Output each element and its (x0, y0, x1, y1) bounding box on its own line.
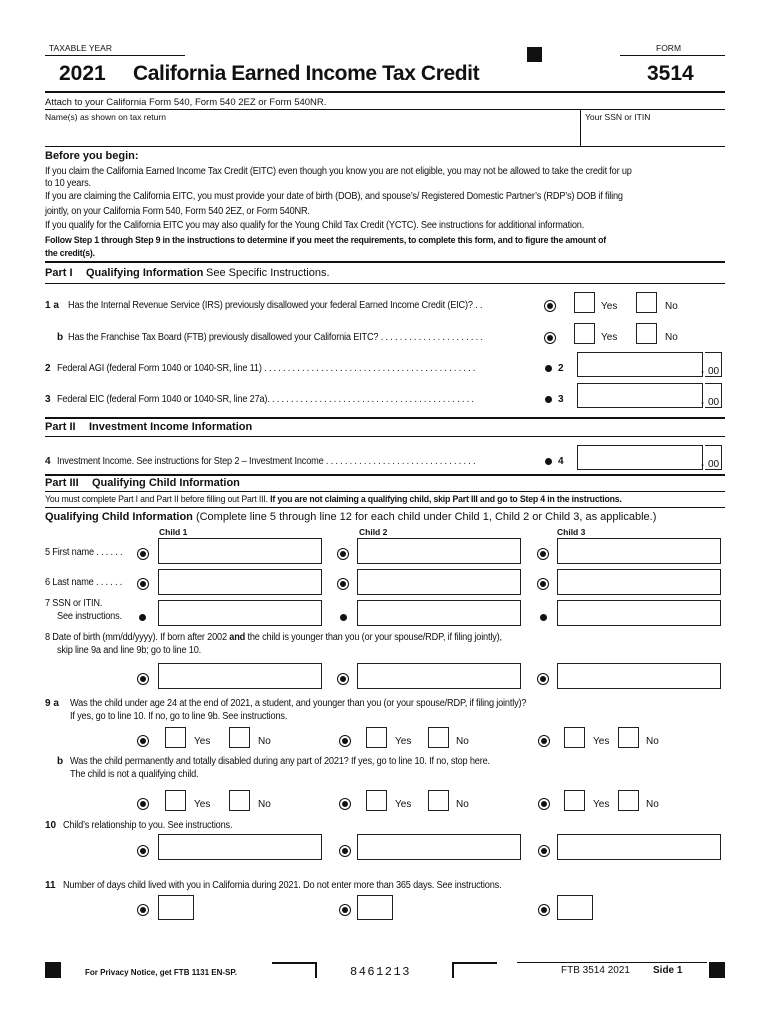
child1-9a-no-checkbox[interactable] (229, 727, 250, 748)
child1-ssn-input[interactable] (158, 600, 322, 626)
child2-9a-no-checkbox[interactable] (428, 727, 449, 748)
child2-last-name-input[interactable] (357, 569, 521, 595)
required-field-icon (538, 904, 550, 916)
child1-9b-yes-checkbox[interactable] (165, 790, 186, 811)
line4-text: Investment Income. See instructions for Step 2 – Investment Income . . . . . . . . . . . . . . . . . . . . . . . . . . . . . . . . (57, 456, 476, 467)
part3-note: You must complete Part I and Part II before filling out Part III. If you are not claiming a qualifying child, skip Part III and go to Step 4 in the instructions. (45, 494, 622, 505)
part2-label: Part II (45, 421, 76, 433)
attach-instruction: Attach to your California Form 540, Form 540 2EZ or Form 540NR. (45, 97, 327, 108)
page-side: Side 1 (653, 965, 683, 976)
form-number: 3514 (647, 62, 694, 85)
required-field-icon (137, 845, 149, 857)
before-line4: jointly, on your California Form 540, Form 540 2EZ, or Form 540NR. (45, 206, 310, 217)
child3-9a-yes-checkbox[interactable] (564, 727, 585, 748)
line1a-no-checkbox[interactable] (636, 292, 657, 313)
line1a-no-label: No (665, 301, 678, 312)
child2-dob-input[interactable] (357, 663, 521, 689)
line10-number: 10 (45, 820, 57, 831)
required-field-icon (339, 845, 351, 857)
line2-ref: 2 (558, 363, 564, 374)
required-field-icon (538, 798, 550, 810)
child3-dob-input[interactable] (557, 663, 721, 689)
part2-title: Investment Income Information (89, 421, 253, 433)
line11-number: 11 (45, 880, 56, 891)
child2-9b-yes-checkbox[interactable] (366, 790, 387, 811)
child2-9a-no-label: No (456, 736, 469, 747)
required-field-icon (544, 332, 556, 344)
line2-number: 2 (45, 363, 51, 374)
required-field-icon (538, 845, 550, 857)
child2-9b-yes-label: Yes (395, 799, 412, 810)
before-heading: Before you begin: (45, 150, 139, 162)
before-line6: Follow Step 1 through Step 9 in the instructions to determine if you meet the requirements, to complete this form, and to figure the amount of (45, 235, 606, 246)
child1-9b-no-label: No (258, 799, 271, 810)
child1-9a-yes-checkbox[interactable] (165, 727, 186, 748)
form-reference: FTB 3514 2021 (561, 965, 630, 976)
child3-relationship-input[interactable] (557, 834, 721, 860)
child3-first-name-input[interactable] (557, 538, 721, 564)
taxable-year-label: TAXABLE YEAR (49, 43, 112, 53)
line7-sublabel: See instructions. (57, 611, 122, 622)
privacy-notice: For Privacy Notice, get FTB 1131 EN-SP. (85, 968, 237, 977)
registration-mark (45, 962, 61, 978)
decimal-point: . (701, 457, 705, 469)
child2-ssn-input[interactable] (357, 600, 521, 626)
line3-text: Federal EIC (federal Form 1040 or 1040-SR, line 27a). . . . . . . . . . . . . . . . . . . . . . . . . . . . . . . . . . . . . . . . . . . . (57, 394, 474, 405)
line9b-number: b (57, 756, 64, 767)
line4-cents: 00 (708, 459, 720, 470)
bullet-icon (139, 614, 146, 621)
child3-last-name-input[interactable] (557, 569, 721, 595)
line1a-number: 1 a (45, 300, 59, 311)
required-field-icon (137, 904, 149, 916)
child2-9b-no-checkbox[interactable] (428, 790, 449, 811)
line9b-text: Was the child permanently and totally disabled during any part of 2021? If yes, go to line 10. If no, stop here. (70, 756, 490, 767)
line1a-text: Has the Internal Revenue Service (IRS) previously disallowed your federal Earned Income Credit (EIC)? . . (68, 300, 483, 311)
form-code: 8461213 (350, 965, 411, 979)
qualifying-child-heading: Qualifying Child Information (Complete line 5 through line 12 for each child under Child 1, Child 2 or Child 3, as applicable.) (45, 511, 657, 523)
required-field-icon (337, 548, 349, 560)
bullet-icon (545, 365, 552, 372)
line11-text: Number of days child lived with you in California during 2021. Do not enter more than 365 days. See instructions. (63, 880, 502, 891)
part1-label: Part I (45, 267, 73, 279)
line1a-yes-checkbox[interactable] (574, 292, 595, 313)
line1b-no-checkbox[interactable] (636, 323, 657, 344)
required-field-icon (337, 673, 349, 685)
child1-9a-yes-label: Yes (194, 736, 211, 747)
tax-year: 2021 (59, 62, 106, 85)
line4-number: 4 (45, 456, 51, 467)
before-line3: If you are claiming the California EITC, you must provide your date of birth (DOB), and spouse’s/ Registered Domestic Partner’s (RDP’s) DOB if filing (45, 191, 623, 202)
before-line5: If you qualify for the California EITC you may also qualify for the Young Child Tax Credit (YCTC). See instructions for additional information. (45, 220, 585, 231)
line1b-no-label: No (665, 332, 678, 343)
required-field-icon (137, 673, 149, 685)
line9b-text-2: The child is not a qualifying child. (70, 769, 199, 780)
line1b-yes-label: Yes (601, 332, 618, 343)
child1-9b-no-checkbox[interactable] (229, 790, 250, 811)
child3-9b-no-label: No (646, 799, 659, 810)
line2-text: Federal AGI (federal Form 1040 or 1040-SR, line 11) . . . . . . . . . . . . . . . . . . . . . . . . . . . . . . . . . . . . . . . . . . . . . (57, 363, 476, 374)
part1-title: Qualifying Information (86, 267, 204, 279)
line2-amount-input[interactable] (577, 352, 703, 377)
child2-days-input[interactable] (357, 895, 393, 920)
child3-9a-no-checkbox[interactable] (618, 727, 639, 748)
form-title: California Earned Income Tax Credit (133, 62, 480, 85)
required-field-icon (137, 735, 149, 747)
line3-number: 3 (45, 394, 51, 405)
part1-note: See Specific Instructions. (206, 267, 330, 279)
line8-text: 8 Date of birth (mm/dd/yyyy). If born after 2002 and the child is younger than you (or your spouse/RDP, if filing jointly), (45, 632, 502, 643)
line4-amount-input[interactable] (577, 445, 703, 470)
bullet-icon (540, 614, 547, 621)
child2-9a-yes-checkbox[interactable] (366, 727, 387, 748)
child3-days-input[interactable] (557, 895, 593, 920)
line5-label: 5 First name . . . . . . (45, 547, 123, 558)
child1-9b-yes-label: Yes (194, 799, 211, 810)
name-input[interactable] (45, 122, 578, 144)
line1b-yes-checkbox[interactable] (574, 323, 595, 344)
line1b-number: b (57, 332, 64, 343)
child1-relationship-input[interactable] (158, 834, 322, 860)
line9a-text-2: If yes, go to line 10. If no, go to line 9b. See instructions. (70, 711, 288, 722)
child1-last-name-input[interactable] (158, 569, 322, 595)
child1-days-input[interactable] (158, 895, 194, 920)
required-field-icon (538, 735, 550, 747)
before-line7: the credit(s). (45, 248, 95, 259)
child3-9b-yes-checkbox[interactable] (564, 790, 585, 811)
line10-text: Child’s relationship to you. See instructions. (63, 820, 233, 831)
required-field-icon (537, 673, 549, 685)
child3-9a-yes-label: Yes (593, 736, 610, 747)
child3-ssn-input[interactable] (557, 600, 721, 626)
ssn-label: Your SSN or ITIN (585, 112, 651, 122)
required-field-icon (339, 904, 351, 916)
required-field-icon (337, 578, 349, 590)
child2-relationship-input[interactable] (357, 834, 521, 860)
bullet-icon (340, 614, 347, 621)
child2-9a-yes-label: Yes (395, 736, 412, 747)
child2-9b-no-label: No (456, 799, 469, 810)
child3-9b-no-checkbox[interactable] (618, 790, 639, 811)
required-field-icon (544, 300, 556, 312)
bullet-icon (545, 396, 552, 403)
names-label: Name(s) as shown on tax return (45, 112, 166, 122)
required-field-icon (537, 578, 549, 590)
decimal-point: . (701, 364, 705, 376)
before-line1: If you claim the California Earned Income Tax Credit (EITC) even though you know you are not eligible, you may not be allowed to take the credit for up (45, 166, 632, 177)
line9a-text: Was the child under age 24 at the end of 2021, a student, and younger than you (or your spouse/RDP, if filing jointly)? (70, 698, 527, 709)
required-field-icon (137, 548, 149, 560)
child1-dob-input[interactable] (158, 663, 322, 689)
registration-mark (709, 962, 725, 978)
line8-text-2: skip line 9a and line 9b; go to line 10. (57, 645, 202, 656)
line4-ref: 4 (558, 456, 564, 467)
child1-header: Child 1 (159, 527, 188, 537)
child1-9a-no-label: No (258, 736, 271, 747)
line1b-text: Has the Franchise Tax Board (FTB) previously disallowed your California EITC? . . . . . . . . . . . . . . . . . . . . . . (68, 332, 483, 343)
child3-9b-yes-label: Yes (593, 799, 610, 810)
bullet-icon (545, 458, 552, 465)
before-line2: to 10 years. (45, 178, 91, 189)
child3-9a-no-label: No (646, 736, 659, 747)
line2-cents: 00 (708, 366, 720, 377)
child2-header: Child 2 (359, 527, 388, 537)
part3-title: Qualifying Child Information (92, 477, 240, 489)
required-field-icon (137, 578, 149, 590)
required-field-icon (339, 735, 351, 747)
required-field-icon (137, 798, 149, 810)
child1-first-name-input[interactable] (158, 538, 322, 564)
part3-label: Part III (45, 477, 79, 489)
line9a-number: 9 a (45, 698, 59, 709)
child3-header: Child 3 (557, 527, 586, 537)
line7-label: 7 SSN or ITIN. (45, 598, 103, 609)
required-field-icon (537, 548, 549, 560)
line3-ref: 3 (558, 394, 564, 405)
decimal-point: . (701, 395, 705, 407)
required-field-icon (339, 798, 351, 810)
form-label: FORM (656, 43, 682, 53)
line3-amount-input[interactable] (577, 383, 703, 408)
line1a-yes-label: Yes (601, 301, 618, 312)
registration-mark (527, 47, 542, 62)
line6-label: 6 Last name . . . . . . (45, 577, 123, 588)
child2-first-name-input[interactable] (357, 538, 521, 564)
line3-cents: 00 (708, 397, 720, 408)
ssn-input[interactable] (584, 122, 724, 144)
